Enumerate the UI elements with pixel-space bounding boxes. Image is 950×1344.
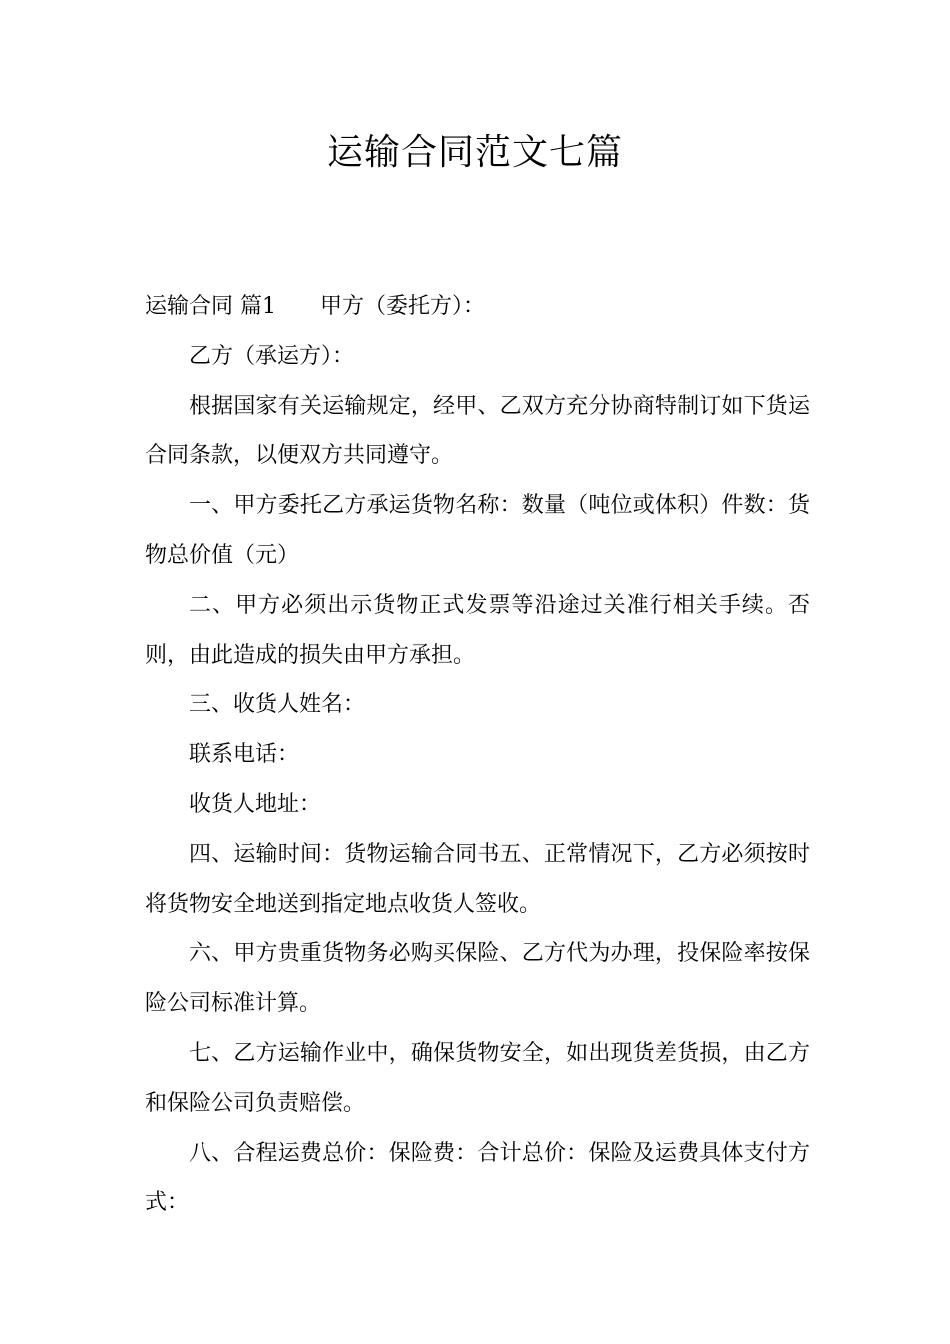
clause-3-paragraph: 三、收货人姓名： <box>189 692 366 718</box>
contact-phone-paragraph: 联系电话： <box>189 742 300 768</box>
first-line <box>145 282 810 332</box>
clause-4-paragraph: 四、运输时间：货物运输合同书五、正常情况下，乙方必须按时将货物安全地送到指定地点收货人签收。 <box>145 841 810 917</box>
intro-paragraph: 根据国家有关运输规定，经甲、乙双方充分协商特制订如下货运合同条款，以便双方共同遵守。 <box>145 393 810 469</box>
clause-8-paragraph: 八、合程运费总价：保险费：合计总价：保险及运费具体支付方式： <box>145 1140 810 1216</box>
document-body <box>145 282 810 1228</box>
section-heading: 运输合同 篇1 <box>145 294 276 319</box>
document-title: 运输合同范文七篇 <box>326 132 623 173</box>
party-b-paragraph: 乙方（承运方）： <box>189 343 355 369</box>
clause-1-paragraph: 一、甲方委托乙方承运货物名称：数量（吨位或体积）件数：货物总价值（元） <box>145 493 810 568</box>
clause-6-paragraph: 六、甲方贵重货物务必购买保险、乙方代为办理，投保险率按保险公司标准计算。 <box>145 941 810 1017</box>
consignee-address-paragraph: 收货人地址： <box>189 791 322 817</box>
clause-2-paragraph: 二、甲方必须出示货物正式发票等沿途过关准行相关手续。否则，由此造成的损失由甲方承担。 <box>145 592 810 668</box>
clause-7-paragraph: 七、乙方运输作业中，确保货物安全，如出现货差货损，由乙方和保险公司负责赔偿。 <box>145 1040 810 1116</box>
party-a-label: 甲方（委托方）： <box>320 294 486 319</box>
